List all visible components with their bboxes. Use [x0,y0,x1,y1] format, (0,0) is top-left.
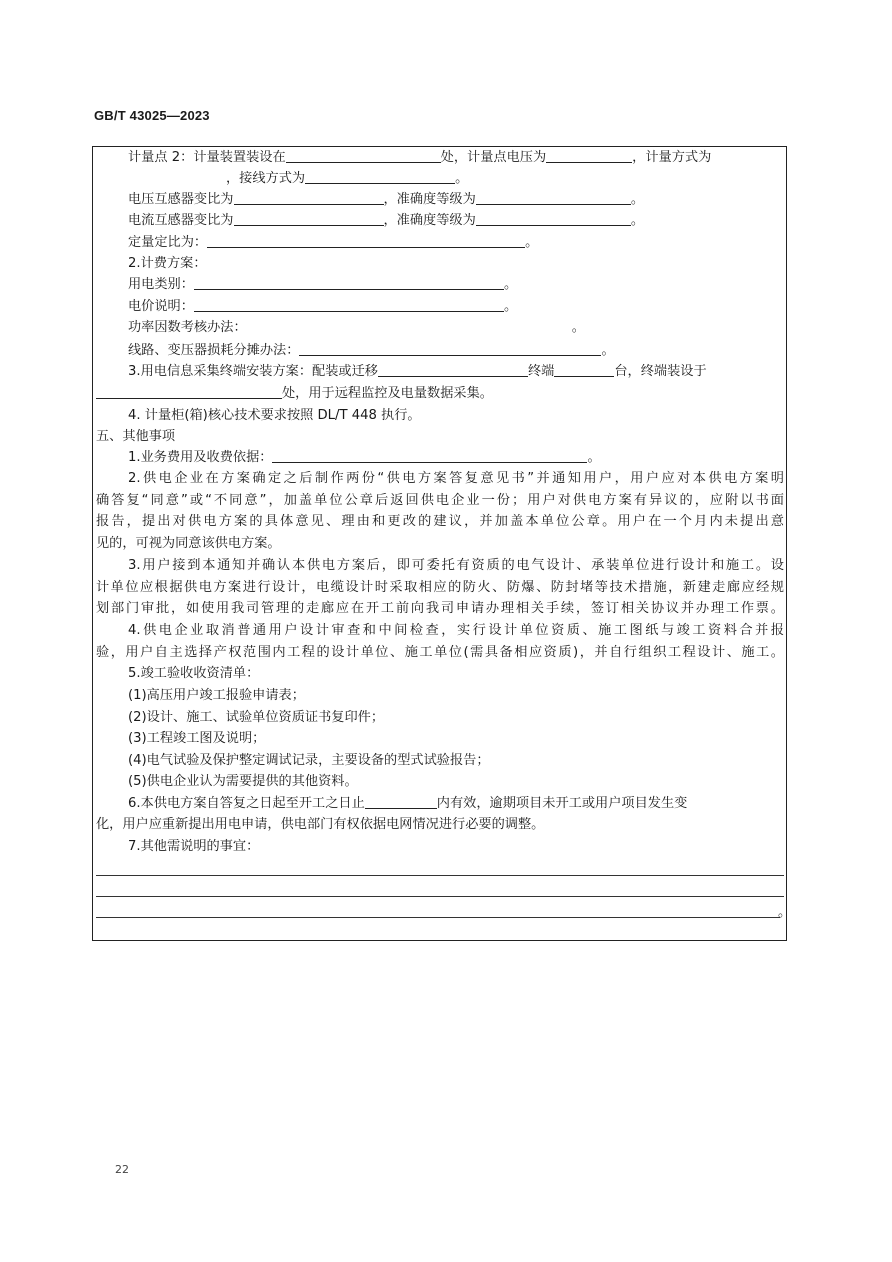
paragraph-2-line-1: 2.供电企业在方案确定之后制作两份“供电方案答复意见书”并通知用户，用户应对本供电方案明 [128,471,784,486]
terminal-type-blank [378,362,528,377]
cabinet-requirement-line: 4. 计量柜(箱)核心技术要求按照 DL/T 448 执行。 [128,408,421,423]
standard-code: GB/T 43025—2023 [94,108,210,123]
label: 1.业务费用及收费依据： [128,450,273,465]
metering-point-2-line [128,148,711,168]
label: 。 [630,213,644,228]
label: ，接线方式为 [226,171,306,186]
label: 。 [525,235,539,250]
label: 。 [571,320,585,335]
validity-period-blank [365,794,437,809]
fixed-ratio-blank [207,233,525,248]
vt-ratio-line [128,190,644,210]
paragraph-6-line-1 [128,794,687,814]
label: 功率因数考核办法： [128,320,247,335]
loss-allocation-line [128,341,615,361]
terminal-location-blank [96,384,282,399]
paragraph-2-line-2: 确答复“同意”或“不同意”，加盖单位公章后返回供电企业一份；用户对供电方案有异议的，应附以书面 [96,493,784,508]
completion-doc-item-4: (4)电气试验及保护整定调试记录，主要设备的型式试验报告； [128,753,490,768]
paragraph-4-line-1: 4.供电企业取消普通用户设计审查和中间检查，实行设计单位资质、施工图纸与竣工资料合并报 [128,623,784,638]
label: 。 [503,299,518,314]
usage-category-blank [194,275,504,290]
terminal-location-line [96,384,493,404]
section-other-matters-heading: 五、其他事项 [96,429,176,444]
completion-docs-heading: 5.竣工验收收资清单： [128,666,260,681]
label: ，准确度等级为 [383,213,476,228]
label: 台，终端装设于 [614,364,707,379]
label: 。 [630,192,644,207]
label: 。 [601,343,615,358]
paragraph-3-line-3: 划部门审批，如使用我司管理的走廊应在开工前向我司申请办理相关手续，签订相关协议并办理工作票。 [96,601,784,616]
notes-end-mark: 。 [778,905,792,920]
power-factor-line [128,318,585,338]
notes-line-2 [96,896,784,897]
install-location-blank [286,148,441,163]
voltage-blank [546,148,632,163]
label: 内有效，逾期项目未开工或用户项目发生变 [436,796,688,811]
label: 线路、变压器损耗分摊办法： [128,343,300,358]
loss-allocation-blank [299,341,601,356]
notes-line-1 [96,875,784,876]
paragraph-6-line-2: 化，用户应重新提出用电申请，供电部门有权依据电网情况进行必要的调整。 [96,817,545,832]
notes-line-3 [96,917,780,918]
label: 3.用电信息采集终端安装方案：配装或迁移 [128,364,378,379]
label: 处，用于远程监控及电量数据采集。 [282,386,493,401]
label: 定量定比为： [128,235,208,250]
label: 用电类别： [128,277,194,292]
usage-category-line [128,275,517,295]
label: 电压互感器变比为 [128,192,234,207]
price-note-line [128,297,517,317]
ct-accuracy-blank [476,211,631,226]
vt-ratio-blank [234,190,384,205]
paragraph-2-line-4: 见的，可视为同意该供电方案。 [96,536,281,551]
paragraph-3-line-2: 计单位应根据供电方案进行设计，电缆设计时采取相应的防火、防爆、防封堵等技术措施，新建走廊应经规 [96,580,784,595]
label: 6.本供电方案自答复之日起至开工之日止 [128,796,365,811]
label: ，计量方式为 [632,150,712,165]
label: 。 [455,171,469,186]
page-number: 22 [115,1163,129,1176]
ct-ratio-line [128,211,644,231]
paragraph-2-line-3: 报告，提出对供电方案的具体意见、理由和更改的建议，并加盖本单位公章。用户在一个月内未提出意 [96,514,784,529]
label: 终端 [527,364,555,379]
service-fee-blank [272,448,587,463]
ct-ratio-blank [234,211,384,226]
label: 。 [503,277,518,292]
other-notes-heading: 7.其他需说明的事宜： [128,839,260,854]
label: ，准确度等级为 [383,192,476,207]
completion-doc-item-5: (5)供电企业认为需要提供的其他资料。 [128,774,358,789]
service-fee-line [128,448,601,468]
vt-accuracy-blank [476,190,631,205]
paragraph-4-line-2: 验，用户自主选择产权范围内工程的设计单位、施工单位(需具备相应资质)，并自行组织工程设计、施工。 [96,645,784,660]
completion-doc-item-3: (3)工程竣工图及说明； [128,731,266,746]
label: 电流互感器变比为 [128,213,234,228]
wiring-method-line [226,169,468,189]
wiring-blank [305,169,455,184]
terminal-install-line [128,362,707,382]
label: 计量点 2：计量装置装设在 [128,150,286,165]
completion-doc-item-1: (1)高压用户竣工报验申请表； [128,688,305,703]
completion-doc-item-2: (2)设计、施工、试验单位资质证书复印件； [128,710,385,725]
price-note-blank [194,297,504,312]
label: 电价说明： [128,299,194,314]
fixed-ratio-line [128,233,538,253]
paragraph-3-line-1: 3.用户接到本通知并确认本供电方案后，即可委托有资质的电气设计、承装单位进行设计和施工。设 [128,558,784,573]
billing-scheme-heading: 2.计费方案： [128,256,207,271]
label: 处，计量点电压为 [440,150,547,165]
terminal-count-blank [554,362,614,377]
label: 。 [587,450,601,465]
